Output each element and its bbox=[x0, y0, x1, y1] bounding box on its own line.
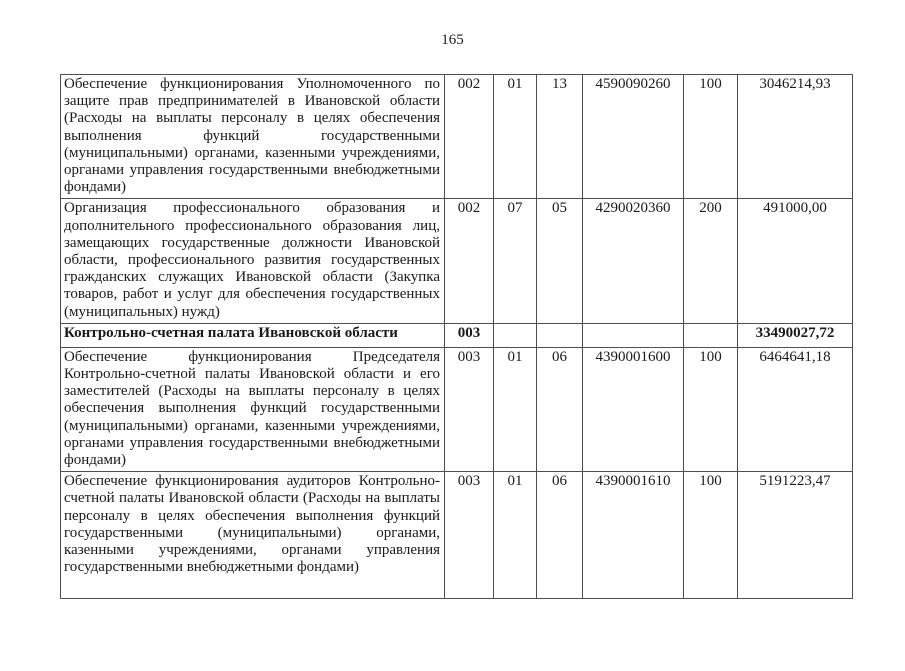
cell-amount: 3046214,93 bbox=[738, 75, 853, 199]
cell-subsection-code: 06 bbox=[537, 472, 583, 599]
table-row bbox=[61, 323, 853, 347]
cell-grbs-code: 002 bbox=[445, 75, 494, 199]
cell-section-code: 01 bbox=[494, 75, 537, 199]
cell-section-code: 07 bbox=[494, 199, 537, 323]
cell-section-code: 01 bbox=[494, 472, 537, 599]
cell-section-code bbox=[494, 323, 537, 347]
cell-target-article-code: 4390001610 bbox=[583, 472, 684, 599]
cell-target-article-code: 4290020360 bbox=[583, 199, 684, 323]
cell-expense-type-code: 100 bbox=[684, 472, 738, 599]
cell-subsection-code: 05 bbox=[537, 199, 583, 323]
cell-expense-name: Обеспечение функционирования Уполномоченного по защите прав предпринимателей в Ивановской области (Расходы на выплаты персоналу в целях обеспечения выполнения функций государственными (муниципальными) органами, казенными учреждениями, органами управления государственными внебюджетными фондами) bbox=[61, 75, 445, 199]
table-row bbox=[61, 347, 853, 471]
cell-target-article-code: 4390001600 bbox=[583, 347, 684, 471]
cell-amount: 491000,00 bbox=[738, 199, 853, 323]
cell-grbs-code: 003 bbox=[445, 347, 494, 471]
cell-target-article-code bbox=[583, 323, 684, 347]
cell-expense-name: Организация профессионального образования и дополнительного профессионального образования лиц, замещающих государственные должности Ивановской области, профессионального развития государственных гражданских служащих Ивановской области (Закупка товаров, работ и услуг для обеспечения государственных (муниципальных) нужд) bbox=[61, 199, 445, 323]
cell-expense-name: Обеспечение функционирования аудиторов Контрольно-счетной палаты Ивановской области (Расходы на выплаты персоналу в целях обеспечения выполнения функций государственными (муниципальными) органами, казенными учреждениями, органами управления государственными внебюджетными фондами) bbox=[61, 472, 445, 599]
page-number: 165 bbox=[441, 32, 464, 48]
table-row bbox=[61, 199, 853, 323]
table-row bbox=[61, 75, 853, 199]
cell-subsection-code bbox=[537, 323, 583, 347]
cell-grbs-code: 003 bbox=[445, 323, 494, 347]
cell-amount: 5191223,47 bbox=[738, 472, 853, 599]
cell-expense-type-code bbox=[684, 323, 738, 347]
cell-amount: 6464641,18 bbox=[738, 347, 853, 471]
budget-expense-table bbox=[60, 74, 853, 599]
cell-expense-type-code: 100 bbox=[684, 347, 738, 471]
cell-grbs-code: 002 bbox=[445, 199, 494, 323]
cell-subsection-code: 06 bbox=[537, 347, 583, 471]
cell-subsection-code: 13 bbox=[537, 75, 583, 199]
cell-expense-name: Контрольно-счетная палата Ивановской области bbox=[61, 323, 445, 347]
cell-grbs-code: 003 bbox=[445, 472, 494, 599]
cell-expense-type-code: 100 bbox=[684, 75, 738, 199]
cell-section-code: 01 bbox=[494, 347, 537, 471]
cell-expense-type-code: 200 bbox=[684, 199, 738, 323]
table-row bbox=[61, 472, 853, 599]
cell-expense-name: Обеспечение функционирования Председателя Контрольно-счетной палаты Ивановской области и его заместителей (Расходы на выплаты персоналу в целях обеспечения выполнения функций государственными (муниципальными) органами, казенными учреждениями, органами управления государственными внебюджетными фондами) bbox=[61, 347, 445, 471]
cell-target-article-code: 4590090260 bbox=[583, 75, 684, 199]
cell-amount: 33490027,72 bbox=[738, 323, 853, 347]
